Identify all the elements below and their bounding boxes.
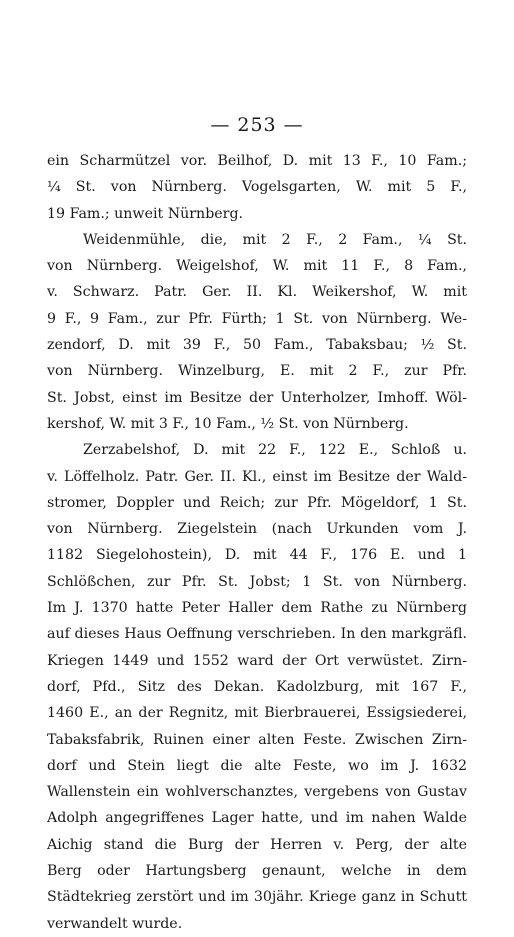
text-line: 1460 E., an der Regnitz, mit Bierbrauerei, Essigsiederei, (47, 705, 467, 722)
text-line: auf dieses Haus Oeffnung verschrieben. In den markgräfl. (47, 626, 467, 643)
text-line: dorf, Pfd., Sitz des Dekan. Kadolzburg, mit 167 F., (47, 678, 467, 695)
paragraph-start-line: Zerzabelshof, D. mit 22 F., 122 E., Schloß u. (83, 442, 467, 459)
text-line: ¼ St. von Nürnberg. Vogelsgarten, W. mit 5 F., (47, 179, 467, 196)
paragraph-start-line: Weidenmühle, die, mit 2 F., 2 Fam., ¼ St. (83, 231, 467, 248)
text-line: Tabaksfabrik, Ruinen einer alten Feste. Zwischen Zirn- (47, 731, 467, 748)
text-line: dorf und Stein liegt die alte Feste, wo im J. 1632 (47, 757, 467, 774)
text-line: kershof, W. mit 3 F., 10 Fam., ½ St. von Nürnberg. (47, 415, 409, 432)
text-line: Aichig stand die Burg der Herren v. Perg, der alte (47, 836, 467, 853)
text-line: von Nürnberg. Winzelburg, E. mit 2 F., zur Pfr. (47, 363, 467, 380)
body-text (47, 148, 467, 937)
text-line: Wallenstein ein wohlverschanztes, vergebens von Gustav (47, 784, 467, 801)
text-line: Berg oder Hartungsberg genaunt, welche in dem (47, 863, 467, 880)
text-line: 19 Fam.; unweit Nürnberg. (47, 205, 244, 222)
text-line: Kriegen 1449 und 1552 ward der Ort verwüstet. Zirn- (47, 652, 467, 669)
text-line: 9 F., 9 Fam., zur Pfr. Fürth; 1 St. von Nürnberg. We- (47, 310, 467, 327)
text-line: ein Scharmützel vor. Beilhof, D. mit 13 F., 10 Fam.; (47, 153, 467, 169)
text-line: v. Löffelholz. Patr. Ger. II. Kl., einst im Besitze der Wald- (47, 468, 467, 485)
text-line: Städtekrieg zerstört und im 30jähr. Kriege ganz in Schutt (47, 889, 467, 906)
text-line: verwandelt wurde. (47, 915, 183, 932)
page-number: — 253 — (210, 114, 304, 136)
text-line: 1182 Siegelohostein), D. mit 44 F., 176 E. und 1 (47, 547, 467, 564)
text-line: Schlößchen, zur Pfr. St. Jobst; 1 St. von Nürnberg. (47, 573, 467, 590)
text-line: von Nürnberg. Weigelshof, W. mit 11 F., 8 Fam., (47, 258, 467, 275)
text-line: Adolph angegriffenes Lager hatte, und im nahen Walde (47, 810, 467, 827)
text-line: von Nürnberg. Ziegelstein (nach Urkunden vom J. (47, 521, 467, 538)
text-line: zendorf, D. mit 39 F., 50 Fam., Tabaksbau; ½ St. (47, 337, 467, 354)
text-line: St. Jobst, einst im Besitze der Unterholzer, Imhoff. Wöl- (47, 389, 467, 406)
text-line: stromer, Doppler und Reich; zur Pfr. Mögeldorf, 1 St. (47, 494, 467, 511)
text-line: Im J. 1370 hatte Peter Haller dem Rathe zu Nürnberg (47, 600, 467, 617)
text-line: v. Schwarz. Patr. Ger. II. Kl. Weikershof, W. mit (47, 284, 467, 301)
